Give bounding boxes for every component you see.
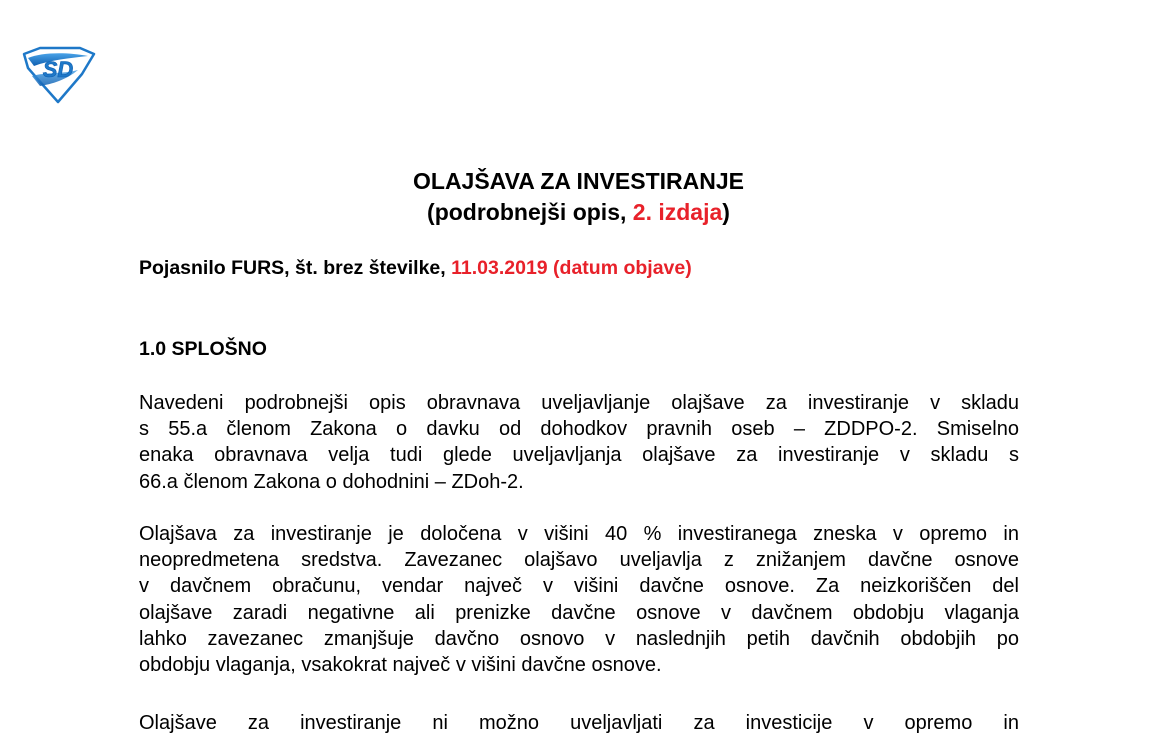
paragraph-line: lahko zavezanec zmanjšuje davčno osnovo v naslednjih petih davčnih obdobjih po (139, 627, 1019, 650)
document-meta (139, 255, 692, 281)
section-heading: 1.0 SPLOŠNO (139, 338, 267, 360)
subtitle-suffix: ) (722, 199, 730, 225)
meta-prefix: Pojasnilo FURS, št. brez številke, (139, 257, 452, 279)
edition-label: 2. izdaja (632, 199, 723, 225)
paragraph (139, 521, 1019, 678)
paragraph-line: obdobju vlaganja, vsakokrat največ v višini davčne osnove. (139, 654, 662, 677)
paragraph-line: neopredmetena sredstva. Zavezanec olajšavo uveljavlja z znižanjem davčne osnove (139, 549, 1019, 572)
paragraph (139, 390, 1019, 495)
publication-date: 11.03.2019 (datum objave) (451, 257, 692, 279)
paragraph-line: 66.a členom Zakona o dohodnini – ZDoh-2. (139, 470, 524, 493)
sd-logo (20, 46, 96, 104)
paragraph-line: s 55.a členom Zakona o davku od dohodkov pravnih oseb – ZDDPO-2. Smiselno (139, 418, 1019, 441)
paragraph-line: Navedeni podrobnejši opis obravnava uveljavljanje olajšave za investiranje v skladu (139, 392, 1019, 414)
document-title: OLAJŠAVA ZA INVESTIRANJE (413, 168, 744, 194)
subtitle-prefix: (podrobnejši opis, (427, 199, 633, 225)
paragraph-line: Olajšave za investiranje ni možno uveljavljati za investicije v opremo in (139, 712, 1019, 734)
paragraph (139, 710, 1019, 736)
document-subtitle (0, 197, 1157, 228)
paragraph-line: Olajšava za investiranje je določena v višini 40 % investiranega zneska v opremo in (139, 523, 1019, 545)
logo-letters: SD (42, 57, 74, 82)
document-title-block (0, 166, 1157, 228)
paragraph-line: enaka obravnava velja tudi glede uveljavljanja olajšave za investiranje v skladu s (139, 444, 1019, 467)
paragraph-line: olajšave zaradi negativne ali prenizke davčne osnove v davčnem obdobju vlaganja (139, 601, 1019, 624)
paragraph-line: v davčnem obračunu, vendar največ v višini davčne osnove. Za neizkoriščen del (139, 575, 1019, 598)
